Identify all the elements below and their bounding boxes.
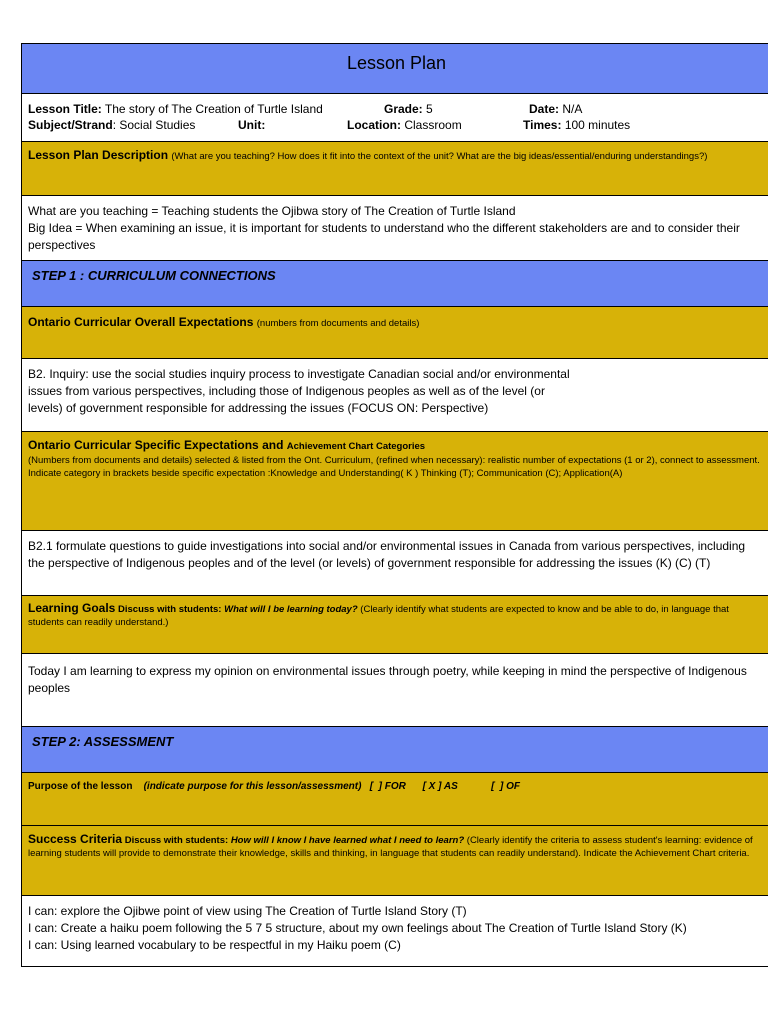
- success-criteria-heading: Success Criteria: [28, 832, 123, 846]
- specific-expectations-heading: Ontario Curricular Specific Expectations and: [28, 438, 284, 452]
- purpose-label: Purpose of the lesson: [28, 781, 133, 792]
- description-heading: Lesson Plan Description: [28, 148, 169, 162]
- location-value: Classroom: [404, 118, 462, 132]
- unit-label: Unit:: [238, 118, 266, 132]
- success-criteria-note: (Clearly identify the criteria to assess student's learning: evidence of learning students will provide to demonstrate their knowledge, skills and thinking, in language that students can readily understand). Indicate the Achievement Chart criteria.: [28, 835, 753, 859]
- step2-heading: STEP 2: ASSESSMENT: [32, 734, 174, 749]
- criteria-item: I can: Using learned vocabulary to be respectful in my Haiku poem (C): [28, 938, 401, 952]
- overall-body-line: B2. Inquiry: use the social studies inquiry process to investigate Canadian social and/or environmental: [28, 367, 570, 381]
- description-body-line: What are you teaching = Teaching students the Ojibwa story of The Creation of Turtle Island: [28, 204, 516, 218]
- lesson-title-label: Lesson Title:: [28, 102, 102, 116]
- lesson-title-value: The story of The Creation of Turtle Island: [104, 102, 323, 116]
- specific-expectations-body-row: [21, 530, 768, 595]
- times-value: 100 minutes: [564, 118, 631, 132]
- overall-body-line: levels) of government responsible for addressing the issues (FOCUS ON: Perspective): [28, 401, 489, 415]
- purpose-of-option: [ ] OF: [491, 781, 520, 792]
- lesson-info-row: [21, 93, 768, 141]
- purpose-note: (indicate purpose for this lesson/assessment): [143, 781, 362, 792]
- specific-expectations-body: B2.1 formulate questions to guide investigations into social and/or environmental issues in Canada from various perspectives, including the perspective of Indigenous peoples and of the level (or levels) of government responsible for addressing the issues (K) (C) (T): [28, 539, 746, 570]
- page-title: Lesson Plan: [346, 53, 447, 73]
- overall-expectations-heading: Ontario Curricular Overall Expectations: [28, 315, 254, 329]
- description-header-row: [21, 141, 768, 195]
- overall-expectations-note: (numbers from documents and details): [256, 318, 420, 329]
- achievement-chart-heading: Achievement Chart Categories: [286, 441, 426, 452]
- step2-header-row: [21, 726, 768, 772]
- step1-heading: STEP 1 : CURRICULUM CONNECTIONS: [32, 268, 276, 283]
- purpose-row: [21, 772, 768, 825]
- learning-goals-body-row: [21, 653, 768, 726]
- description-note: (What are you teaching? How does it fit into the context of the unit? What are the big ideas/essential/enduring understandings?): [171, 151, 708, 162]
- date-value: N/A: [562, 102, 583, 116]
- criteria-item: I can: explore the Ojibwe point of view using The Creation of Turtle Island Story (T): [28, 904, 467, 918]
- success-criteria-prompt: Discuss with students:: [124, 835, 229, 846]
- learning-goals-note: (Clearly identify what students are expected to know and be able to do, in language that students can readily understand.): [28, 604, 729, 628]
- purpose-as-option: [ X ] AS: [422, 781, 458, 792]
- location-label: Location:: [347, 118, 401, 132]
- overall-body-line: issues from various perspectives, including those of Indigenous peoples as well as of the level (or: [28, 384, 545, 398]
- learning-goals-question: What will I be learning today?: [224, 604, 358, 615]
- learning-goals-heading: Learning Goals: [28, 601, 116, 615]
- purpose-for-option: [ ] FOR: [369, 781, 406, 792]
- success-criteria-header-row: [21, 825, 768, 895]
- overall-expectations-body-row: [21, 358, 768, 431]
- description-body-line: Big Idea = When examining an issue, it is important for students to understand who the different stakeholders are and to consider their perspectives: [28, 221, 740, 252]
- grade-value: 5: [426, 102, 433, 116]
- criteria-item: I can: Create a haiku poem following the 5 7 5 structure, about my own feelings about The Creation of Turtle Island Story (K): [28, 921, 687, 935]
- learning-goals-header-row: [21, 595, 768, 653]
- learning-goals-prompt: Discuss with students:: [118, 604, 222, 615]
- subject-value: : Social Studies: [112, 118, 196, 132]
- description-body-row: [21, 195, 768, 260]
- lesson-plan-title-row: [21, 43, 768, 93]
- overall-expectations-header-row: [21, 306, 768, 358]
- grade-label: Grade:: [384, 102, 423, 116]
- step1-header-row: [21, 260, 768, 306]
- times-label: Times:: [523, 118, 562, 132]
- success-criteria-question: How will I know I have learned what I need to learn?: [230, 835, 465, 846]
- success-criteria-body-row: [21, 895, 768, 967]
- date-label: Date:: [529, 102, 560, 116]
- learning-goals-body: Today I am learning to express my opinion on environmental issues through poetry, while keeping in mind the perspective of Indigenous peoples: [28, 664, 747, 695]
- subject-label: Subject/Strand: [28, 118, 113, 132]
- specific-expectations-note: (Numbers from documents and details) selected & listed from the Ont. Curriculum, (refined when necessary): realistic number of expectations (1 or 2), connect to assessment. Indicate category in brackets beside specific expectation :Knowledge and Understanding( K ) Thinking (T); Communication (C); Application(A): [28, 455, 760, 479]
- specific-expectations-header-row: [21, 431, 768, 530]
